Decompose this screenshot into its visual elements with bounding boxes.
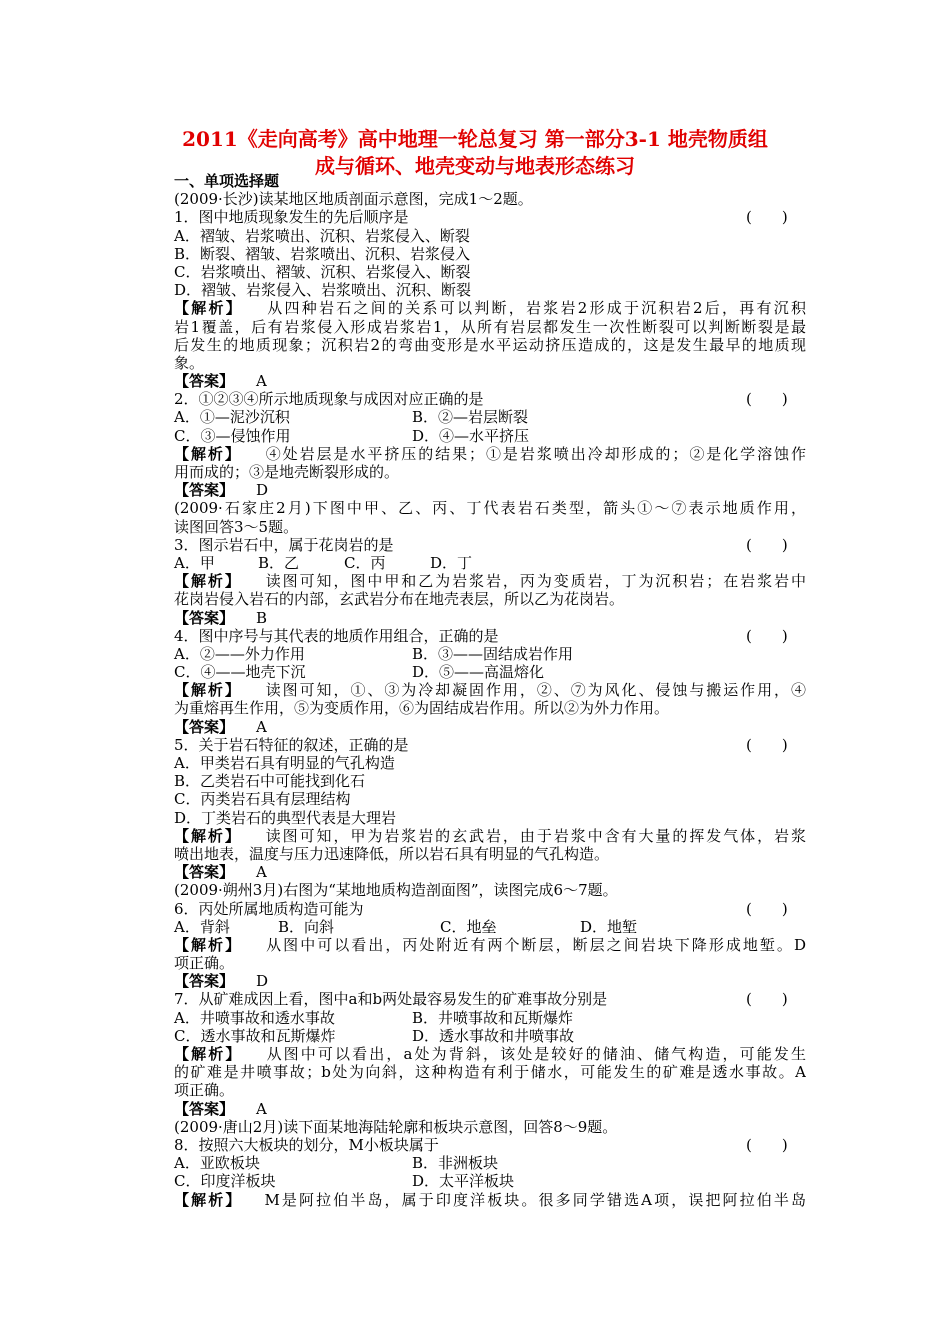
explanation-line: 项正确。 — [174, 1081, 235, 1100]
option: A．褶皱、岩浆喷出、沉积、岩浆侵入、断裂 — [174, 226, 470, 245]
explanation-line: 花岗岩侵入岩石的内部，玄武岩分布在地壳表层，所以乙为花岗岩。 — [174, 590, 625, 609]
option-row: A．②——外力作用 B．③——固结成岩作用 — [174, 644, 574, 663]
answer-line: 【答案】 A — [174, 1099, 267, 1118]
option: C．岩浆喷出、褶皱、沉积、岩浆侵入、断裂 — [174, 262, 471, 281]
question-stem: 7．从矿难成因上看，图中a和b两处最容易发生的矿难事故分别是 ( ) — [174, 990, 788, 1009]
explanation-line: 用而成的；③是地壳断裂形成的。 — [174, 463, 400, 481]
question-intro: (2009·朔州3月)右图为“某地地质构造剖面图”，读图完成6～7题。 — [174, 881, 618, 900]
explanation-line: 【解析】 读图可知，图中甲和乙为岩浆岩，丙为变质岩，丁为沉积岩；在岩浆岩中 — [174, 572, 806, 591]
explanation-line: 【解析】 M是阿拉伯半岛，属于印度洋板块。很多同学错选A项，误把阿拉伯半岛 — [174, 1190, 806, 1209]
title-line: 2011《走向高考》高中地理一轮总复习 第一部分3-1 地壳物质组 — [182, 127, 768, 151]
answer-blank: ( ) — [746, 899, 788, 918]
explanation-line: 岩1覆盖，后有岩浆侵入形成岩浆岩1，从所有岩层都发生一次性断裂可以判断断裂是最 — [174, 317, 806, 336]
option-row: A．背斜 B．向斜 C．地垒 D．地堑 — [174, 917, 638, 936]
explanation-line: 喷出地表，温度与压力迅速降低，所以岩石具有明显的气孔构造。 — [174, 844, 610, 863]
answer-blank: ( ) — [746, 390, 788, 409]
explanation-line: 【解析】 从图中可以看出，丙处附近有两个断层，断层之间岩块下降形成地堑。D — [174, 935, 806, 954]
option: B．断裂、褶皱、岩浆喷出、沉积、岩浆侵入 — [174, 244, 471, 263]
question-stem: 1．图中地质现象发生的先后顺序是 ( ) — [174, 208, 788, 227]
option: D．褶皱、岩浆侵入、岩浆喷出、沉积、断裂 — [174, 281, 472, 300]
option-row: C．透水事故和瓦斯爆炸 D．透水事故和井喷事故 — [174, 1026, 575, 1045]
question-stem: 5．关于岩石特征的叙述，正确的是 ( ) — [174, 735, 788, 754]
question-intro: (2009·石家庄2月)下图中甲、乙、丙、丁代表岩石类型，箭头①～⑦表示地质作用， — [174, 499, 806, 518]
option-row: C．印度洋板块 D．太平洋板块 — [174, 1172, 515, 1191]
answer-line: 【答案】 A — [174, 717, 267, 736]
question-stem: 3．图示岩石中，属于花岗岩的是 ( ) — [174, 535, 788, 554]
explanation-line: 【解析】 从图中可以看出，a处为背斜，该处是较好的储油、储气构造，可能发生 — [174, 1045, 806, 1063]
title-line: 成与循环、地壳变动与地表形态练习 — [315, 154, 635, 178]
answer-blank: ( ) — [746, 1135, 788, 1154]
explanation-line: 【解析】 读图可知，①、③为冷却凝固作用，②、⑦为风化、侵蚀与搬运作用，④ — [174, 681, 806, 700]
answer-blank: ( ) — [746, 735, 788, 754]
explanation-line: 【解析】 从四种岩石之间的关系可以判断，岩浆岩2形成于沉积岩2后，再有沉积 — [174, 299, 806, 318]
explanation-line: 为重熔再生作用，⑤为变质作用，⑥为固结成岩作用。所以②为外力作用。 — [174, 699, 670, 718]
option-row: C．④——地壳下沉 D．⑤——高温熔化 — [174, 663, 545, 682]
question-stem: 6．丙处所属地质构造可能为 ( ) — [174, 899, 788, 918]
explanation-line: 后发生的地质现象；沉积岩2的弯曲变形是水平运动挤压造成的，这是发生最早的地质现 — [174, 335, 806, 354]
option-row: A．甲 B．乙 C．丙 D．丁 — [174, 553, 473, 572]
explanation-line: 的矿难是井喷事故；b处为向斜，这种构造有利于储水，可能发生的矿难是透水事故。A — [174, 1063, 806, 1082]
option: A．甲类岩石具有明显的气孔构造 — [174, 754, 395, 772]
question-stem: 8．按照六大板块的划分，M小板块属于 ( ) — [174, 1135, 788, 1154]
option-row: A．井喷事故和透水事故 B．井喷事故和瓦斯爆炸 — [174, 1008, 574, 1027]
answer-line: 【答案】 B — [174, 608, 268, 627]
answer-blank: ( ) — [746, 535, 788, 554]
answer-line: 【答案】 A — [174, 372, 267, 391]
answer-line: 【答案】 D — [174, 972, 269, 991]
question-intro: 读图回答3～5题。 — [174, 517, 299, 536]
option: C．丙类岩石具有层理结构 — [174, 790, 351, 809]
question-stem: 4．图中序号与其代表的地质作用组合，正确的是 ( ) — [174, 626, 788, 645]
option-row: A．亚欧板块 B．非洲板块 — [174, 1154, 499, 1173]
option-row: A．①—泥沙沉积 B．②—岩层断裂 — [174, 408, 529, 427]
explanation-line: 项正确。 — [174, 954, 235, 973]
answer-blank: ( ) — [746, 626, 788, 645]
explanation-line: 象。 — [174, 353, 205, 372]
question-intro: (2009·长沙)读某地区地质剖面示意图，完成1～2题。 — [174, 190, 533, 209]
answer-blank: ( ) — [746, 990, 788, 1009]
option: B．乙类岩石中可能找到化石 — [174, 772, 366, 791]
answer-line: 【答案】 D — [174, 481, 269, 500]
option-row: C．③—侵蚀作用 D．④—水平挤压 — [174, 426, 530, 445]
option: D．丁类岩石的典型代表是大理岩 — [174, 808, 397, 827]
document-body — [174, 172, 806, 1209]
question-stem: 2．①②③④所示地质现象与成因对应正确的是 ( ) — [174, 390, 788, 409]
section-heading: 一、单项选择题 — [174, 172, 280, 190]
question-intro: (2009·唐山2月)读下面某地海陆轮廓和板块示意图，回答8～9题。 — [174, 1117, 618, 1136]
explanation-line: 【解析】 ④处岩层是水平挤压的结果；①是岩浆喷出冷却形成的；②是化学溶蚀作 — [174, 444, 806, 463]
answer-line: 【答案】 A — [174, 863, 267, 882]
answer-blank: ( ) — [746, 208, 788, 227]
explanation-line: 【解析】 读图可知，甲为岩浆岩的玄武岩，由于岩浆中含有大量的挥发气体，岩浆 — [174, 826, 806, 845]
